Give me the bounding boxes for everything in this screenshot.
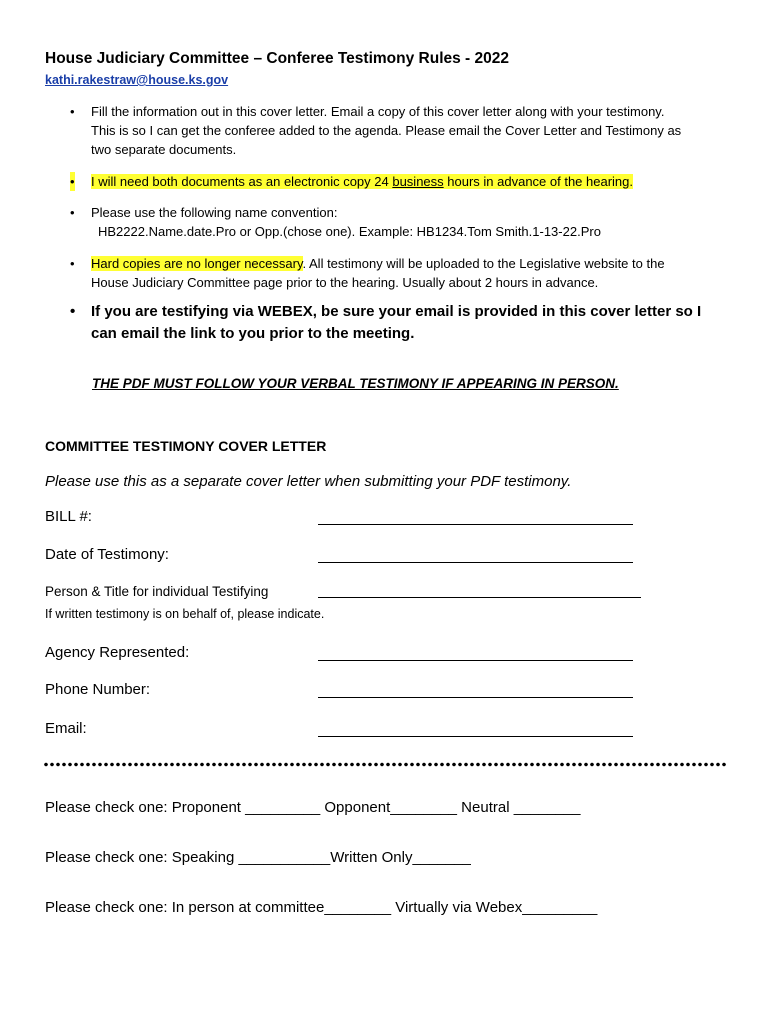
agency-label: Agency Represented: — [45, 644, 190, 661]
bullet-icon: • — [70, 303, 76, 320]
date-field[interactable] — [318, 562, 633, 563]
naming-example: HB2222.Name.date.Pro or Opp.(chose one). Example: HB1234.Tom Smith.1-13-22.Pro — [98, 224, 601, 239]
cover-letter-instructions: Please use this as a separate cover letter when submitting your PDF testimony. — [45, 473, 572, 490]
cut-line-divider — [43, 762, 726, 767]
bullet-icon: • — [70, 174, 75, 189]
rule-text-line: This is so I can get the conferee added to the agenda. Please email the Cover Letter and Testimony as — [91, 123, 682, 138]
date-label: Date of Testimony: — [45, 546, 169, 563]
bullet-icon: • — [70, 104, 75, 119]
testimony-type-check-row[interactable]: Please check one: Speaking ___________Written Only_______ — [45, 849, 471, 866]
rule-text-line: two separate documents. — [91, 142, 237, 157]
bill-label: BILL #: — [45, 508, 92, 525]
email-label: Email: — [45, 720, 87, 737]
position-check-row[interactable]: Please check one: Proponent _________ Opponent________ Neutral ________ — [45, 799, 581, 816]
pdf-notice: THE PDF MUST FOLLOW YOUR VERBAL TESTIMONY IF APPEARING IN PERSON. — [92, 376, 619, 391]
rule-text-line: If you are testifying via WEBEX, be sure your email is provided in this cover letter so I — [91, 303, 702, 320]
person-title-field[interactable] — [318, 597, 641, 598]
attendance-check-row[interactable]: Please check one: In person at committee________ Virtually via Webex_________ — [45, 899, 598, 916]
rule-text-line: Fill the information out in this cover letter. Email a copy of this cover letter along with your testimony. — [91, 104, 665, 119]
highlighted-rule-text: Hard copies are no longer necessary — [91, 256, 303, 271]
bullet-icon: • — [70, 256, 75, 271]
document-title: House Judiciary Committee – Conferee Testimony Rules - 2022 — [45, 50, 510, 67]
email-field[interactable] — [318, 736, 633, 737]
rule-text: . All testimony will be uploaded to the Legislative website to the — [302, 256, 665, 271]
behalf-note: If written testimony is on behalf of, please indicate. — [45, 607, 325, 621]
rule-text-line: can email the link to you prior to the meeting. — [91, 325, 415, 342]
phone-label: Phone Number: — [45, 681, 151, 698]
agency-field[interactable] — [318, 660, 633, 661]
bullet-icon: • — [70, 205, 75, 220]
rule-text-line: Please use the following name convention: — [91, 205, 338, 220]
rule-text-line: House Judiciary Committee page prior to the hearing. Usually about 2 hours in advance. — [91, 275, 599, 290]
highlighted-rule-text: I will need both documents as an electronic copy 24 business hours in advance of the hearing. — [91, 174, 634, 189]
contact-email-link[interactable]: kathi.rakestraw@house.ks.gov — [45, 73, 229, 87]
cover-letter-title: COMMITTEE TESTIMONY COVER LETTER — [45, 438, 327, 454]
bill-field[interactable] — [318, 524, 633, 525]
person-title-label: Person & Title for individual Testifying — [45, 584, 269, 599]
phone-field[interactable] — [318, 697, 633, 698]
